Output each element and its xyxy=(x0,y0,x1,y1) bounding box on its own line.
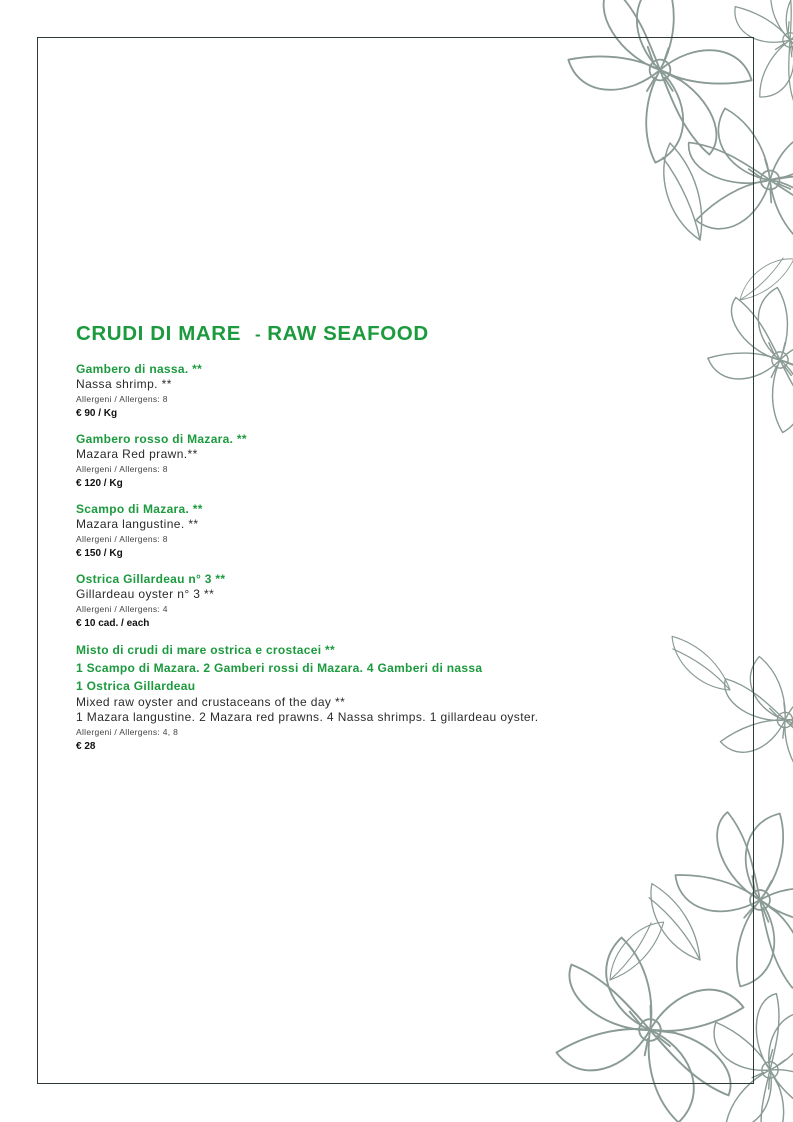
item-description: Mazara Red prawn.** xyxy=(76,446,198,461)
menu-item-mixed xyxy=(76,641,716,754)
menu-item xyxy=(76,431,716,491)
item-name: Gambero di nassa. ** xyxy=(76,361,203,376)
menu-item xyxy=(76,501,716,561)
item-name: Ostrica Gillardeau n° 3 ** xyxy=(76,571,226,586)
section-title-it: CRUDI DI MARE xyxy=(76,322,241,345)
item-description: Nassa shrimp. ** xyxy=(76,376,172,391)
item-price: € 10 cad. / each xyxy=(76,617,150,629)
item-price: € 28 xyxy=(76,740,96,752)
menu-section xyxy=(76,322,716,764)
item-price: € 150 / Kg xyxy=(76,547,123,559)
item-description: Gillardeau oyster n° 3 ** xyxy=(76,586,215,601)
section-title-en: RAW SEAFOOD xyxy=(267,322,429,345)
item-name: Scampo di Mazara. ** xyxy=(76,501,203,516)
item-composition-it-2: 1 Ostrica Gillardeau xyxy=(76,678,196,693)
item-price: € 90 / Kg xyxy=(76,407,118,419)
item-description: Mazara langustine. ** xyxy=(76,516,199,531)
item-allergens: Allergeni / Allergens: 8 xyxy=(76,533,168,544)
item-composition-en: 1 Mazara langustine. 2 Mazara red prawns. 4 Nassa shrimps. 1 gillardeau oyster. xyxy=(76,709,539,724)
item-composition-it: 1 Scampo di Mazara. 2 Gamberi rossi di Mazara. 4 Gamberi di nassa xyxy=(76,660,483,675)
menu-item xyxy=(76,571,716,631)
item-name: Misto di crudi di mare ostrica e crostacei ** xyxy=(76,642,335,657)
section-title-separator: - xyxy=(254,325,262,344)
item-allergens: Allergeni / Allergens: 8 xyxy=(76,463,168,474)
item-name: Gambero rosso di Mazara. ** xyxy=(76,431,247,446)
item-allergens: Allergeni / Allergens: 4, 8 xyxy=(76,726,179,737)
section-title xyxy=(76,322,716,347)
item-allergens: Allergeni / Allergens: 8 xyxy=(76,393,168,404)
item-price: € 120 / Kg xyxy=(76,477,123,489)
menu-item xyxy=(76,361,716,421)
item-description: Mixed raw oyster and crustaceans of the day ** xyxy=(76,694,346,709)
item-allergens: Allergeni / Allergens: 4 xyxy=(76,603,168,614)
